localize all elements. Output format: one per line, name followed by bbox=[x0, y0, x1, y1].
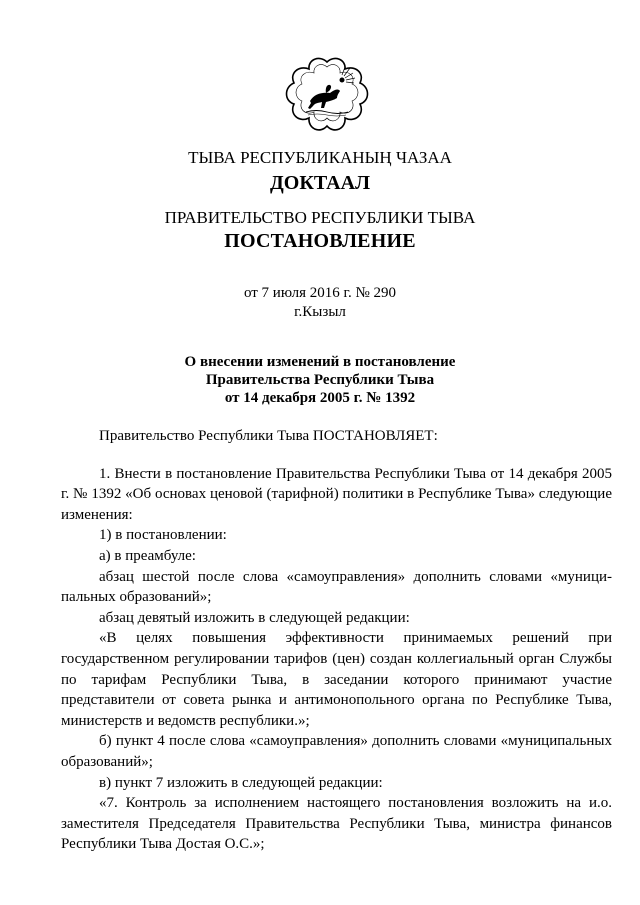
paragraph-3: а) в преамбуле: bbox=[99, 547, 196, 564]
paragraph-6: «В целях повышения эффективности принимаемых решений при государственном регулировании тарифов (цен) создан коллегиальный орган Службы по тарифам Республики Тыва, в заседании которого принимают участие представители от совета рынка и антимонопольного органа по Республике Тыва, министерств и ведомств республики.»; bbox=[61, 630, 612, 729]
subject-line-2: Правительства Республики Тыва bbox=[205, 372, 435, 388]
government-heading: ПРАВИТЕЛЬСТВО РЕСПУБЛИКИ ТЫВА bbox=[164, 208, 476, 227]
paragraph-8: в) пункт 7 изложить в следующей редакции: bbox=[99, 774, 383, 791]
decree-statement: Правительство Республики Тыва ПОСТАНОВЛЯЕТ: bbox=[99, 428, 438, 444]
paragraph-7: б) пункт 4 после слова «самоуправления» дополнить словами «муниципальных образований»; bbox=[61, 733, 612, 770]
paragraph-9: «7. Контроль за исполнением настоящего постановления возложить на и.о. заместителя Председателя Правительства Республики Тыва, министра финансов Республики Тыва Достая О.С.»; bbox=[61, 795, 612, 853]
doc-type-heading: ПОСТАНОВЛЕНИЕ bbox=[224, 230, 416, 252]
subject-line-3: от 14 декабря 2005 г. № 1392 bbox=[224, 390, 416, 406]
city: г.Кызыл bbox=[294, 304, 346, 320]
decree-body bbox=[61, 426, 612, 855]
paragraph-2: 1) в постановлении: bbox=[99, 527, 227, 544]
tyva-government-heading: ТЫВА РЕСПУБЛИКАНЫҢ ЧАЗАА bbox=[188, 148, 452, 167]
subject-line-1: О внесении изменений в постановление bbox=[184, 354, 456, 370]
paragraph-5: абзац девятый изложить в следующей редакции: bbox=[99, 609, 410, 626]
tyva-doc-type-heading: ДОКТААЛ bbox=[270, 172, 370, 194]
date-number: от 7 июля 2016 г. № 290 bbox=[243, 285, 397, 301]
paragraph-4: абзац шестой после слова «самоуправления» дополнить словами «муниципальных образований»; bbox=[61, 568, 612, 606]
tuva-emblem-icon bbox=[282, 56, 372, 136]
paragraph-1: 1. Внести в постановление Правительства Республики Тыва от 14 декабря 2005 г. № 1392 «Об основах ценовой (тарифной) политики в Республике Тыва» следующие изменения: bbox=[61, 465, 612, 523]
